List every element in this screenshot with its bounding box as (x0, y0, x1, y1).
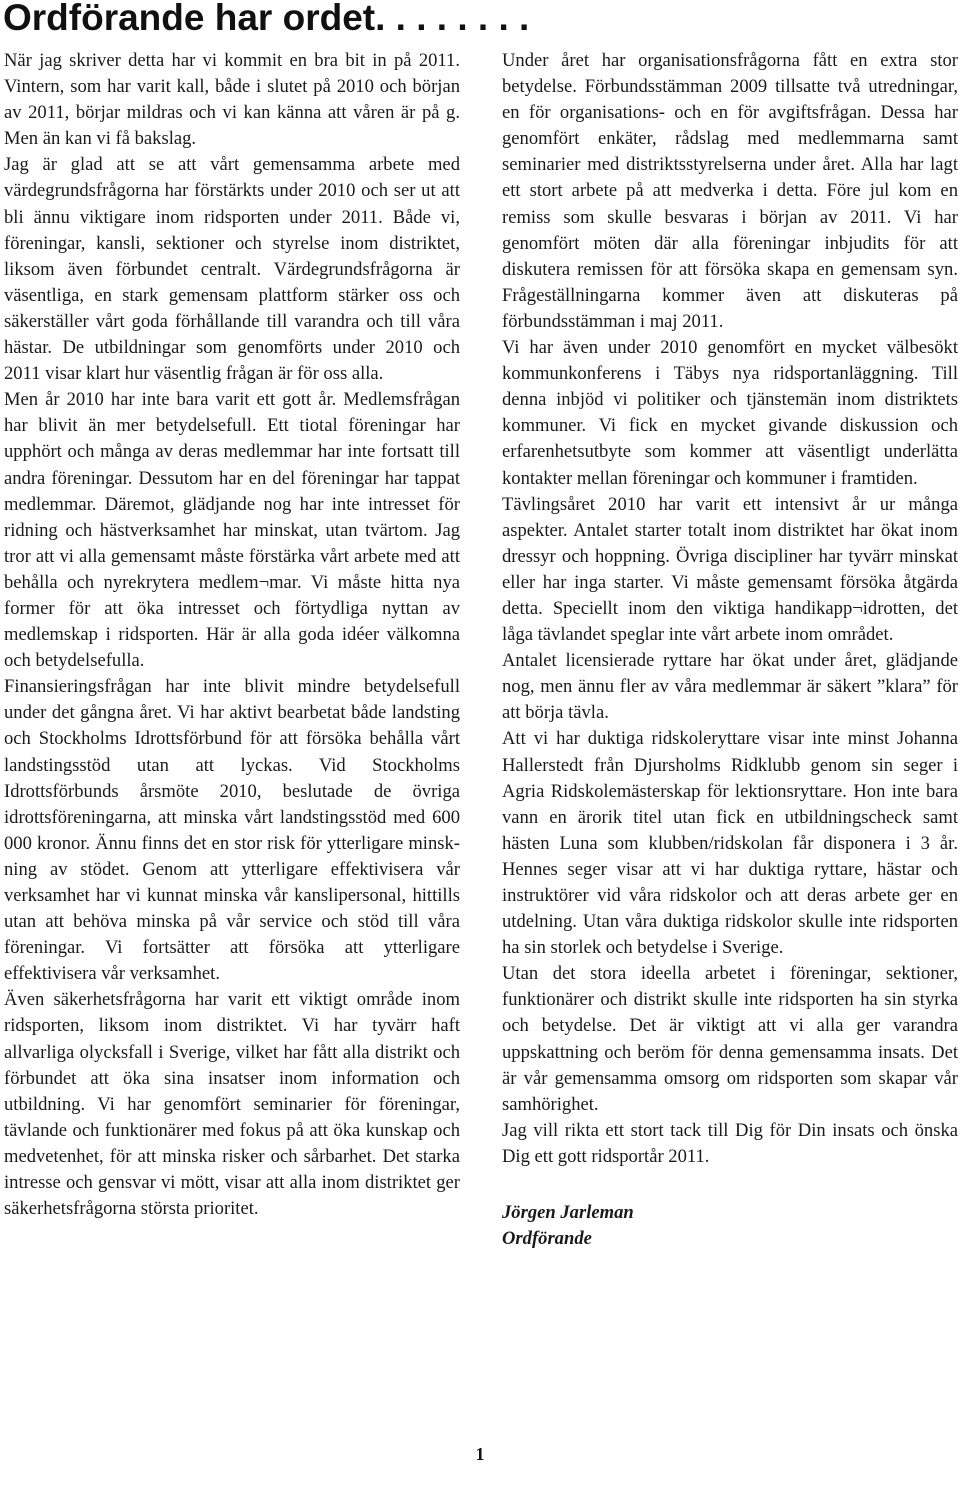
paragraph: Vi har även under 2010 genomfört en mycket välbesökt kommunkonferens i Täbys nya ridsportanläggning. Till denna inbjöd vi politiker och tjänstemän inom distriktets kommuner. Vi fick en mycket givande diskussion och erfarenhetsutbyte som kommer att väsentligt underlätta kontakter mellan föreningar och kommuner i framtiden. (502, 337, 958, 489)
paragraph: Antalet licensierade ryttare har ökat under året, glädjande nog, men ännu fler av våra medlemmar är säkert ”klara” för att börja tävla. (502, 650, 958, 724)
paragraph: Men år 2010 har inte bara varit ett gott år. Medlemsfrågan har blivit än mer betydelsefull. Ett tiotal föreningar har upphört och många av deras medlemmar har inte fortsatt till andra föreningar. Dessutom har en del föreningar har tappat medlemmar. Däremot, glädjande nog har inte intresset för ridning och hästverksamhet har minskat, utan tvärtom. Jag tror att vi alla gemensamt måste förstärka vårt arbete med att behålla och nyrekrytera medlem¬mar. Vi måste hitta nya former för att öka intresset och förtydliga nyttan av medlemskap i ridsporten. Här är alla goda idéer välkomna och betydelsefulla. (4, 389, 460, 672)
signature (502, 1200, 958, 1252)
paragraph: Att vi har duktiga ridskoleryttare visar inte minst Johanna Hallerstedt från Djursholms Ridklubb genom sin seger i Agria Ridskolemästerskap för lektionsryttare. Hon inte bara vann en ärorik titel utan fick en utbildningscheck samt hästen Luna som klubben/ridskolan får disponera i 3 år. Hennes seger visar att vi har duktiga ryttare, hästar och instruktörer vid våra ridskolor och att deras arbete ger en utdelning. Utan våra duktiga ridskolor skulle inte ridsporten ha sin storlek och betydelse i Sverige. (502, 728, 958, 959)
paragraph: När jag skriver detta har vi kommit en bra bit in på 2011. Vintern, som har varit kall, både i slutet på 2010 och början av 2011, börjar mildras och vi kan känna att våren är på g. Men än kan vi få bakslag. (4, 50, 460, 150)
page-title: Ordförande har ordet. . . . . . . . (3, 0, 530, 38)
paragraph: Utan det stora ideella arbetet i föreningar, sektioner, funktionärer och distrikt skulle inte ridsporten ha sin styrka och betydelse. Det är viktigt att vi alla ger varandra uppskattning och beröm för denna gemensamma insats. Det är vår gemensamma omsorg om ridsporten som skapar vår samhörighet. (502, 963, 958, 1115)
paragraph: Jag är glad att se att vårt gemensamma arbete med värdegrundsfrågorna har förstärkts under 2010 och ser ut att bli ännu viktigare inom ridsporten under 2011. Både vi, föreningar, kansli, sektioner och styrelse inom distriktet, liksom även förbundet centralt. Värdegrundsfrågorna är väsentliga, en stark gemensam plattform stärker oss och säkerställer vårt goda förhållande till varandra och till våra hästar. De utbildningar som genomförts under 2010 och 2011 visar klart hur väsentlig frågan är för oss alla. (4, 154, 460, 385)
right-column (502, 48, 958, 1252)
paragraph: Tävlingsåret 2010 har varit ett intensivt år ur många aspekter. Antalet starter totalt inom distriktet har ökat inom dressyr och hoppning. Övriga discipliner har tyvärr minskat eller har inga starter. Vi måste gemensamt försöka åtgärda detta. Speciellt inom den viktiga handikapp¬idrotten, det låga tävlandet speglar inte vårt arbete inom området. (502, 493, 958, 646)
signature-name: Jörgen Jarleman (502, 1202, 634, 1224)
paragraph: Finansieringsfrågan har inte blivit mindre betydelsefull under det gångna året. Vi har aktivt bearbetat både landsting och Stockholms Idrottsförbund för att försöka behålla vårt landstingsstöd utan att lyckas. Vid Stockholms Idrottsförbunds årsmöte 2010, beslutade de övriga idrottsföreningarna, att minska vårt landstingsstöd med 600 000 kronor. Ännu finns det en stor risk för ytterligare minskning av stödet. Genom att ytterligare effektivisera vår verksamhet har vi kunnat minska vår kanslipersonal, hittills utan att behöva minska på vår service och stöd till våra föreningar. Vi fortsätter att försöka att ytterligare effektivisera vår verksamhet. (4, 676, 460, 985)
paragraph: Även säkerhetsfrågorna har varit ett viktigt område inom ridsporten, liksom inom distriktet. Vi har tyvärr haft allvarliga olycksfall i Sverige, vilket har fått alla distrikt och förbundet att öka sina insatser inom information och utbildning. Vi har genomfört seminarier för föreningar, tävlande och funktionärer med fokus på att öka kunskap och medvetenhet, för att minska risker och sårbarhet. Det starka intresse och gensvar vi mött, visar att alla inom distriktet ger säkerhetsfrågorna största prioritet. (4, 989, 460, 1220)
signature-role: Ordförande (502, 1228, 592, 1250)
left-column (4, 48, 460, 1222)
paragraph: Jag vill rikta ett stort tack till Dig för Din insats och önska Dig ett gott ridsportår 2011. (502, 1119, 958, 1167)
paragraph: Under året har organisationsfrågorna fått en extra stor betydelse. Förbundsstämman 2009 tillsatte två utredningar, en för organisations- och en för avgiftsfrågan. Dessa har genomfört enkäter, rådslag med medlemmarna samt seminarier med distriktsstyrelserna under året. Alla har lagt ett stort arbete på att medverka i detta. Före jul kom en remiss som skulle besvaras i början av 2011. Vi har genomfört möten där alla föreningar inbjudits för att diskutera remissen för att försöka skapa en gemensam syn. Frågeställningarna kommer även att diskuteras på förbundsstämman i maj 2011. (502, 50, 958, 332)
page-number: 1 (475, 1444, 485, 1464)
